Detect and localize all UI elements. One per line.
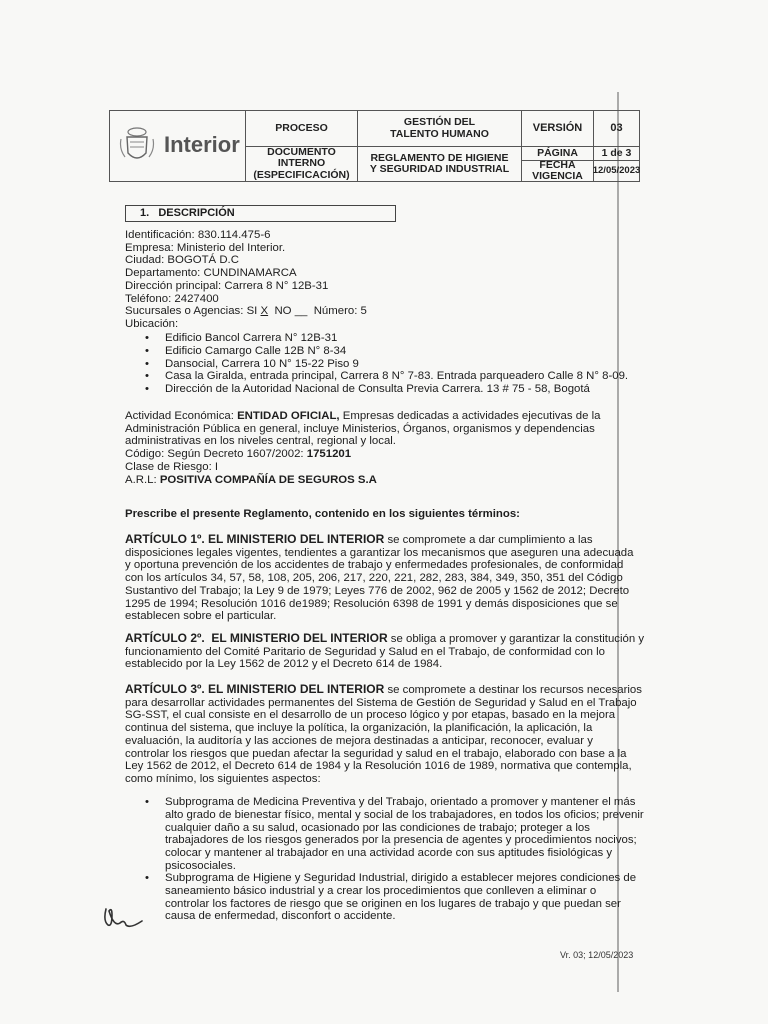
art1-line-4: con los artículos 34, 57, 58, 108, 205, 206, 217, 220, 221, 282, 283, 384, 349, 350, 351 del Código <box>125 572 623 585</box>
sub1-line: cualquier daño a su salud, ocasionado por las condiciones de trabajo; proteger a los <box>165 821 590 834</box>
actividad-block <box>125 410 643 486</box>
logo-text: Interior <box>164 132 240 157</box>
codigo-value: 1751201 <box>306 448 352 461</box>
actividad-value: ENTIDAD OFICIAL, <box>237 410 340 422</box>
art1-line-1 <box>125 533 643 547</box>
bullet-icon: • <box>145 796 149 808</box>
art1-line-5: Sustantivo del Trabajo; la Ley 9 de 1979; Leyes 776 de 2002, 962 de 2005 y 1562 de 2012; Decreto <box>125 584 630 597</box>
actividad-line-1 <box>125 410 643 423</box>
list-item <box>145 332 665 345</box>
art1-line-7: establecen sobre el particular. <box>125 610 277 623</box>
clase-riesgo-line: Clase de Riesgo: I <box>125 460 219 473</box>
list-item-text: Dansocial, Carrera 10 N° 15-22 Piso 9 <box>165 357 359 370</box>
documento-value: REGLAMENTO DE HIGIENE Y SEGURIDAD INDUSTRIAL <box>358 147 522 181</box>
list-item <box>145 370 665 383</box>
fecha-value: 12/05/2023 <box>592 165 641 177</box>
art2-text: se obliga a promover y garantizar la constitución y <box>387 633 645 645</box>
documento-label: DOCUMENTO INTERNO (ESPECIFICACIÓN) <box>246 147 358 181</box>
actividad-line-3: administrativas en los niveles central, regional y local. <box>125 435 396 448</box>
art2-line-1 <box>125 632 643 646</box>
art3-heading: ARTÍCULO 3º. EL MINISTERIO DEL INTERIOR <box>125 682 385 696</box>
info-telefono: Teléfono: 2427400 <box>125 292 219 305</box>
footer-version: Vr. 03; 12/05/2023 <box>560 950 634 960</box>
signature-initials-icon <box>100 903 146 933</box>
info-ubicacion: Ubicación: <box>125 317 179 330</box>
art2-line-2: funcionamiento del Comité Paritario de Seguridad y Salud en el Trabajo, de conformidad con lo <box>125 645 605 658</box>
prescribe-line <box>125 508 520 521</box>
arl-line <box>125 474 643 487</box>
sub2-line: controlar los factores de riesgo que se originen en los lugares de trabajo y que puedan ser <box>165 897 621 910</box>
codigo-line <box>125 448 643 461</box>
subprograma-2 <box>145 872 645 923</box>
version-label: VERSIÓN <box>522 111 594 147</box>
sub1-line: psicosociales. <box>165 859 236 872</box>
info-departamento: Departamento: CUNDINAMARCA <box>125 267 297 280</box>
sucursales-label: Sucursales o Agencias: SI <box>125 305 261 318</box>
bullet-icon: • <box>145 332 149 344</box>
bullet-icon: • <box>145 383 149 396</box>
actividad-label: Actividad Económica: <box>125 410 238 422</box>
bullet-icon: • <box>145 872 149 884</box>
bullet-icon: • <box>145 357 149 370</box>
sub2-line: saneamiento básico industrial y a crear los procedimientos que conlleven a eliminar o <box>165 884 597 897</box>
art1-heading: ARTÍCULO 1º. EL MINISTERIO DEL INTERIOR <box>125 532 385 546</box>
art3-line-8: como mínimo, los siguientes aspectos: <box>125 772 321 785</box>
ubicacion-list <box>145 332 665 396</box>
codigo-label: Código: Según Decreto 1607/2002: <box>125 448 307 461</box>
art3-line-5: evaluación, la auditoría y las acciones de mejora destinadas a anticipar, reconocer, evaluar y <box>125 734 593 747</box>
art1-line-6: 1295 de 1994; Resolución 1016 de1989; Resolución 6398 de 1991 y demás disposiciones que se <box>125 597 618 610</box>
list-item-text: Casa la Giralda, entrada principal, Carrera 8 N° 7-83. Entrada parqueadero Calle 8 N° 8-09. <box>165 370 629 383</box>
art3-line-4: continua del sistema, que incluye la política, la organización, la planificación, la aplicación, la <box>125 722 593 735</box>
art3-line-3: SG-SST, el cual consiste en el desarrollo de un proceso lógico y por etapas, basado en la mejora <box>125 709 616 722</box>
art2-heading: ARTÍCULO 2º. EL MINISTERIO DEL INTERIOR <box>125 631 388 645</box>
info-identificacion: Identificación: 830.114.475-6 <box>125 229 271 241</box>
sub1-line: Subprograma de Medicina Preventiva y del Trabajo, orientado a promover y mantener el más <box>165 796 636 808</box>
sub1-line: colocar y mantener al trabajador en una actividad acorde con sus aptitudes fisiológicas y <box>165 847 613 860</box>
logo-cell <box>110 111 246 181</box>
list-item <box>145 358 665 371</box>
info-ciudad: Ciudad: BOGOTÁ D.C <box>125 254 239 267</box>
list-item-text: Dirección de la Autoridad Nacional de Consulta Previa Carrera. 13 # 75 - 58, Bogotá <box>165 383 590 396</box>
proceso-label: PROCESO <box>246 111 358 147</box>
art3-line-2: para desarrollar actividades permanentes del Sistema de Gestión de Seguridad y Salud en el Trabajo <box>125 696 637 709</box>
sucursales-mark: X <box>260 305 269 318</box>
art1-line-2: disposiciones legales vigentes, tendientes a garantizar los mecanismos que aseguren una adecuada <box>125 546 634 559</box>
section-title: 1. DESCRIPCIÓN <box>125 205 396 222</box>
actividad-desc: Empresas dedicadas a actividades ejecutivas de la <box>339 410 601 422</box>
prescribe-text: Prescribe el presente Reglamento, contenido en los siguientes términos: <box>125 508 520 520</box>
art3-line-7: Ley 1562 de 2012, el Decreto 614 de 1984 y la Resolución 1016 de 1989, normativa que contempla, <box>125 760 632 773</box>
list-item-text: Edificio Camargo Calle 12B N° 8-34 <box>165 344 347 357</box>
art2-line-3: establecido por la Ley 1562 de 2012 y el Decreto 614 de 1984. <box>125 658 443 671</box>
art1-line-3: y oportuna prevención de los accidentes de trabajo y enfermedades profesionales, de conformidad <box>125 559 624 572</box>
articulo-3 <box>125 683 643 786</box>
info-sucursales <box>125 305 605 318</box>
pagina-value: 1 de 3 <box>594 147 639 161</box>
sub2-line: causa de enfermedad, disconfort o accidente. <box>165 910 396 923</box>
bullet-icon: • <box>145 370 149 383</box>
articulo-2 <box>125 632 643 671</box>
list-item <box>145 383 665 396</box>
art3-line-6: controlar los riesgos que puedan afectar la seguridad y salud en el trabajo, elaborado con base a la <box>125 747 627 760</box>
art1-text: se compromete a dar cumplimiento a las <box>384 534 593 546</box>
info-empresa: Empresa: Ministerio del Interior. <box>125 241 286 254</box>
info-direccion: Dirección principal: Carrera 8 N° 12B-31 <box>125 279 329 292</box>
articulo-1 <box>125 533 643 623</box>
header-table <box>109 110 640 182</box>
sub2-line: Subprograma de Higiene y Seguridad Industrial, dirigido a establecer mejores condiciones de <box>165 872 637 884</box>
bullet-icon: • <box>145 344 149 357</box>
subprograma-1 <box>145 796 645 873</box>
arl-value: POSITIVA COMPAÑÍA DE SEGUROS S.A <box>159 473 377 486</box>
coat-of-arms-icon <box>118 125 156 165</box>
sub1-line: trabajadores de los riesgos generados por la presencia de agentes y procedimientos nocivos; <box>165 834 637 847</box>
list-item-text: Edificio Bancol Carrera N° 12B-31 <box>165 332 338 344</box>
list-item <box>145 345 665 358</box>
art3-text: se compromete a destinar los recursos necesarios <box>384 684 642 696</box>
sucursales-rest: NO __ Número: 5 <box>268 305 367 318</box>
info-block <box>125 229 605 331</box>
arl-label: A.R.L: <box>125 473 160 486</box>
fecha-label: FECHA VIGENCIA <box>522 161 594 181</box>
art3-line-1 <box>125 683 643 697</box>
version-value: 03 <box>594 111 639 147</box>
actividad-line-2: Administración Pública en general, incluye Ministerios, Órganos, organismos y dependencias <box>125 422 595 435</box>
pagina-label: PÁGINA <box>522 147 594 161</box>
proceso-value: GESTIÓN DEL TALENTO HUMANO <box>358 111 522 147</box>
sub1-line: alto grado de bienestar físico, mental y social de los trabajadores, en todos los oficios; prevenir <box>165 808 644 821</box>
